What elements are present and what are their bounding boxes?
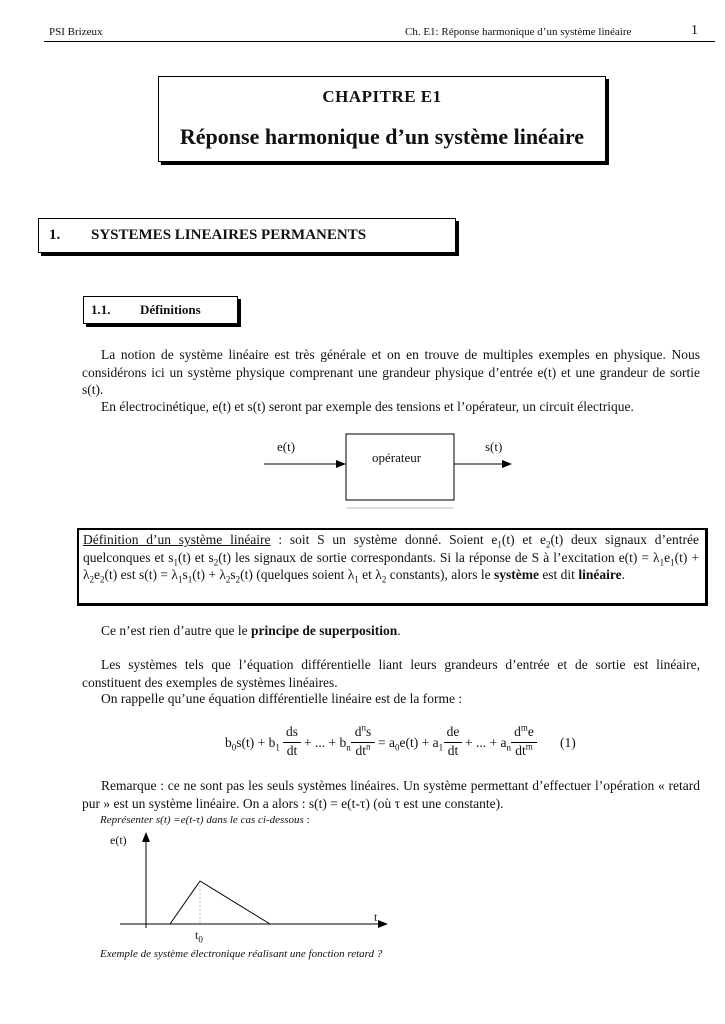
subsection-heading <box>83 296 238 324</box>
header-right: Ch. E1: Réponse harmonique d’un système linéaire <box>405 26 632 38</box>
block-output-label: s(t) <box>485 439 503 454</box>
eq-ds: ds <box>285 724 298 739</box>
superposition-line: Ce n’est rien d’autre que le principe de superposition. <box>101 623 401 638</box>
header-left: PSI Brizeux <box>49 26 103 38</box>
block-input-label: e(t) <box>277 439 296 454</box>
footer-question: Exemple de système électronique réalisant une fonction retard ? <box>100 948 383 960</box>
remark-paragraph: Remarque : ce ne sont pas les seuls systèmes linéaires. Un système permettant d’effectuer l’opération « retard pur » est un système linéaire. On a alors : s(t) = e(t-τ) (où τ est une constante). <box>82 778 700 811</box>
diffeq-paragraph-1: Les systèmes tels que l’équation différentielle liant leurs grandeurs d’entrée et de sortie est linéaire, constituent des exemples de systèmes linéaires. <box>82 657 700 690</box>
chapter-label: CHAPITRE E1 <box>322 87 442 106</box>
eq-mid2: + ... + $a_n$ <box>465 735 511 753</box>
eq-dtn: $dt^n$ <box>351 742 375 759</box>
graph-t0-label: $t_0$ <box>195 928 203 945</box>
eq-dme: $d^me$ <box>514 722 534 739</box>
eq-mid1: + ... + $b_n$ <box>304 735 351 753</box>
operator-box <box>346 434 454 500</box>
eq-dt-2: dt <box>444 742 462 759</box>
eq-lhs-start: $b_0s(t) + b_1$ <box>225 735 280 753</box>
eq-dtm: $dt^m$ <box>511 742 537 759</box>
section-number: 1. <box>49 227 61 243</box>
page-number: 1 <box>691 23 698 38</box>
task-instruction: Représenter s(t) =e(t-τ) dans le cas ci-dessous : <box>100 814 310 826</box>
x-axis-arrowhead <box>378 920 388 928</box>
input-arrowhead <box>336 460 346 468</box>
eq-dt: dt <box>283 742 301 759</box>
input-signal-triangle <box>170 881 270 924</box>
section-heading <box>38 218 456 253</box>
definition-box <box>77 528 708 606</box>
retard-graph <box>110 828 395 938</box>
subsection-title: Définitions <box>140 302 201 317</box>
eq-rhs-start: = $a_0e(t) + a_1$ <box>378 735 444 753</box>
definition-text: Définition d’un système linéaire : soit S un système donné. Soient $e_1(t)$ et $e_2(t)$ deux signaux d’entrée quelconques et $s_1(t)$ et $s_2(t)$ les signaux de sortie correspondants. Si la réponse de S à l’excitation $e(t) = \lambda_1e_1(t) + \lambda_2e_2(t)$ est $s(t) = \lambda_1s_1(t) + \lambda_2s_2(t)$ (quelques soient $\lambda_1$ et $\lambda_2$ constants), alors le système est dit linéaire. <box>83 532 699 585</box>
y-axis-arrowhead <box>142 832 150 842</box>
block-operator-label: opérateur <box>372 450 422 465</box>
chapter-box <box>158 76 606 162</box>
section-title: SYSTEMES LINEAIRES PERMANENTS <box>91 227 367 243</box>
header-rule <box>44 41 715 42</box>
differential-equation <box>220 722 600 766</box>
intro-paragraph-2: En électrocinétique, e(t) et s(t) seront par exemple des tensions et l’opérateur, un circuit électrique. <box>101 399 634 414</box>
diagram-shadow <box>346 507 454 509</box>
output-arrowhead <box>502 460 512 468</box>
diffeq-paragraph-2: On rappelle qu’une équation différentielle linéaire est de la forme : <box>101 691 463 706</box>
chapter-title: Réponse harmonique d’un système linéaire <box>179 124 585 149</box>
graph-y-label: e(t) <box>110 833 127 847</box>
graph-x-label: t <box>374 910 378 924</box>
subsection-number: 1.1. <box>91 302 111 317</box>
eq-de: de <box>446 724 460 739</box>
equation-number: (1) <box>560 735 576 750</box>
eq-dns: $d^ns$ <box>354 722 372 739</box>
intro-paragraph-1: La notion de système linéaire est très générale et on en trouve de multiples exemples en physique. Nous considérons ici un système physique comprenant une grandeur physique d’entrée e(t) et une grandeur de sortie s(t). <box>82 347 700 397</box>
